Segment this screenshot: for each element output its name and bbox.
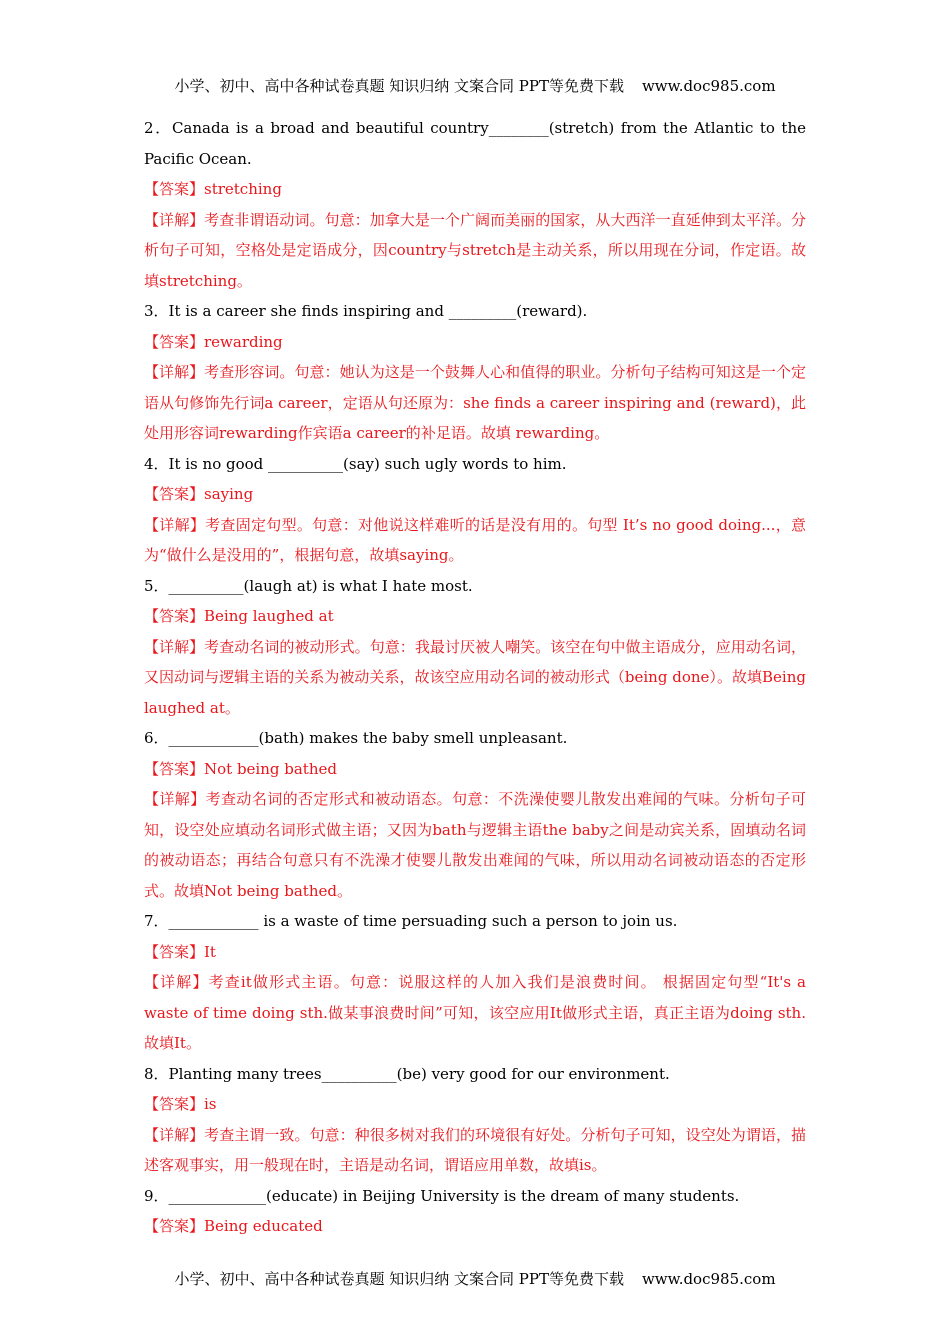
answer-line: 【答案】saying bbox=[144, 485, 254, 503]
answer-blank: ________ bbox=[488, 119, 549, 137]
answer-line: 【答案】stretching bbox=[144, 180, 282, 198]
prompt-text: (bath) makes the baby smell unpleasant. bbox=[258, 729, 568, 747]
prompt-text: 4．It is no good bbox=[144, 454, 269, 473]
explanation-text: 【详解】考查动名词的被动形式。句意：我最讨厌被人嘲笑。该空在句中做主语成分，应用动名词，又因动词与逻辑主语的关系为被动关系，故该空应用动名词的被动形式（being done）。故填Being laughed at。 bbox=[144, 637, 806, 717]
answer-blank: _____________ bbox=[168, 1186, 267, 1205]
prompt-text: 5． bbox=[144, 576, 169, 595]
prompt-text: (say) such ugly words to him. bbox=[343, 454, 567, 473]
footer-url: www.doc985.com bbox=[641, 1270, 776, 1288]
answer-blank: __________ bbox=[168, 576, 244, 595]
question-prompt bbox=[144, 296, 806, 327]
explanation-text: 【详解】考查形容词。句意：她认为这是一个鼓舞人心和值得的职业。分析句子结构可知这是一个定语从句修饰先行词a career，定语从句还原为：she finds a career inspiring and (reward)，此处用形容词rewarding作宾语a career的补足语。故填 rewarding。 bbox=[144, 363, 806, 442]
explanation-text: 【详解】考查it做形式主语。句意：说服这样的人加入我们是浪费时间。 根据固定句型“It's a waste of time doing sth.做某事浪费时间”可知，该空应用It做形式主语，真正主语为doing sth. 故填It。 bbox=[144, 973, 806, 1052]
prompt-text: 7． bbox=[144, 912, 169, 930]
question-prompt bbox=[144, 113, 806, 174]
answer-blank: __________ bbox=[321, 1064, 397, 1083]
explanation-text: 【详解】考查主谓一致。句意：种很多树对我们的环境很有好处。分析句子可知，设空处为谓语，描述客观事实，用一般现在时，主语是动名词，谓语应用单数，故填is。 bbox=[144, 1125, 806, 1174]
answer-blank: ____________ bbox=[168, 912, 259, 930]
explanation-text: 【详解】考查非谓语动词。句意：加拿大是一个广阔而美丽的国家，从大西洋一直延伸到太平洋。分析句子可知，空格处是定语成分，因country与stretch是主动关系，所以用现在分词，作定语。故填stretching。 bbox=[144, 210, 806, 290]
explanation-text: 【详解】考查动名词的否定形式和被动语态。句意：不洗澡使婴儿散发出难闻的气味。分析句子可知，设空处应填动名词形式做主语；又因为bath与逻辑主语the baby之间是动宾关系，固填动名词的被动语态；再结合句意只有不洗澡才使婴儿散发出难闻的气味，所以用动名词被动语态的否定形式。故填Not being bathed。 bbox=[144, 790, 806, 900]
answer-line: 【答案】is bbox=[144, 1095, 217, 1113]
answer-line: 【答案】Being educated bbox=[144, 1217, 323, 1235]
question-item bbox=[144, 296, 806, 449]
question-item bbox=[144, 113, 806, 296]
prompt-text: is a waste of time persuading such a person to join us. bbox=[258, 912, 678, 930]
question-item bbox=[144, 723, 806, 906]
question-prompt bbox=[144, 571, 806, 602]
question-item bbox=[144, 1059, 806, 1181]
prompt-text: (educate) in Beijing University is the dream of many students. bbox=[266, 1186, 740, 1205]
question-prompt bbox=[144, 1181, 806, 1212]
answer-blank: __________ bbox=[268, 454, 344, 473]
prompt-text: 8．Planting many trees bbox=[144, 1064, 322, 1083]
explanation-text: 【详解】考查固定句型。句意：对他说这样难听的话是没有用的。句型 It’s no good doing...，意为“做什么是没用的”，根据句意，故填saying。 bbox=[144, 515, 806, 564]
answer-line: 【答案】rewarding bbox=[144, 332, 283, 351]
question-prompt bbox=[144, 449, 806, 480]
question-item bbox=[144, 449, 806, 571]
prompt-text: (reward). bbox=[516, 302, 588, 320]
prompt-text: 9． bbox=[144, 1186, 169, 1205]
question-item bbox=[144, 571, 806, 724]
question-prompt bbox=[144, 723, 806, 754]
answer-line: 【答案】Not being bathed bbox=[144, 759, 337, 778]
prompt-text: 6． bbox=[144, 729, 169, 747]
question-item bbox=[144, 906, 806, 1059]
prompt-text: (be) very good for our environment. bbox=[396, 1064, 670, 1083]
question-prompt bbox=[144, 1059, 806, 1090]
answer-line: 【答案】Being laughed at bbox=[144, 607, 334, 625]
question-item bbox=[144, 1181, 806, 1242]
page-header bbox=[0, 75, 950, 96]
prompt-text: 3．It is a career she finds inspiring and bbox=[144, 302, 449, 320]
header-url: www.doc985.com bbox=[641, 77, 776, 95]
header-text: 小学、初中、高中各种试卷真题 知识归纳 文案合同 PPT等免费下载 bbox=[174, 77, 624, 95]
answer-line: 【答案】It bbox=[144, 942, 216, 961]
answer-blank: _________ bbox=[448, 302, 517, 320]
question-list bbox=[144, 113, 806, 1242]
page-footer bbox=[0, 1268, 950, 1289]
footer-text: 小学、初中、高中各种试卷真题 知识归纳 文案合同 PPT等免费下载 bbox=[174, 1270, 624, 1288]
prompt-text: 2．Canada is a broad and beautiful country bbox=[144, 119, 489, 137]
prompt-text: (laugh at) is what I hate most. bbox=[243, 576, 473, 595]
answer-blank: ____________ bbox=[168, 729, 259, 747]
prompt-text: (stretch) from the Atlantic to the Pacific Ocean. bbox=[144, 119, 806, 168]
question-prompt bbox=[144, 906, 806, 937]
